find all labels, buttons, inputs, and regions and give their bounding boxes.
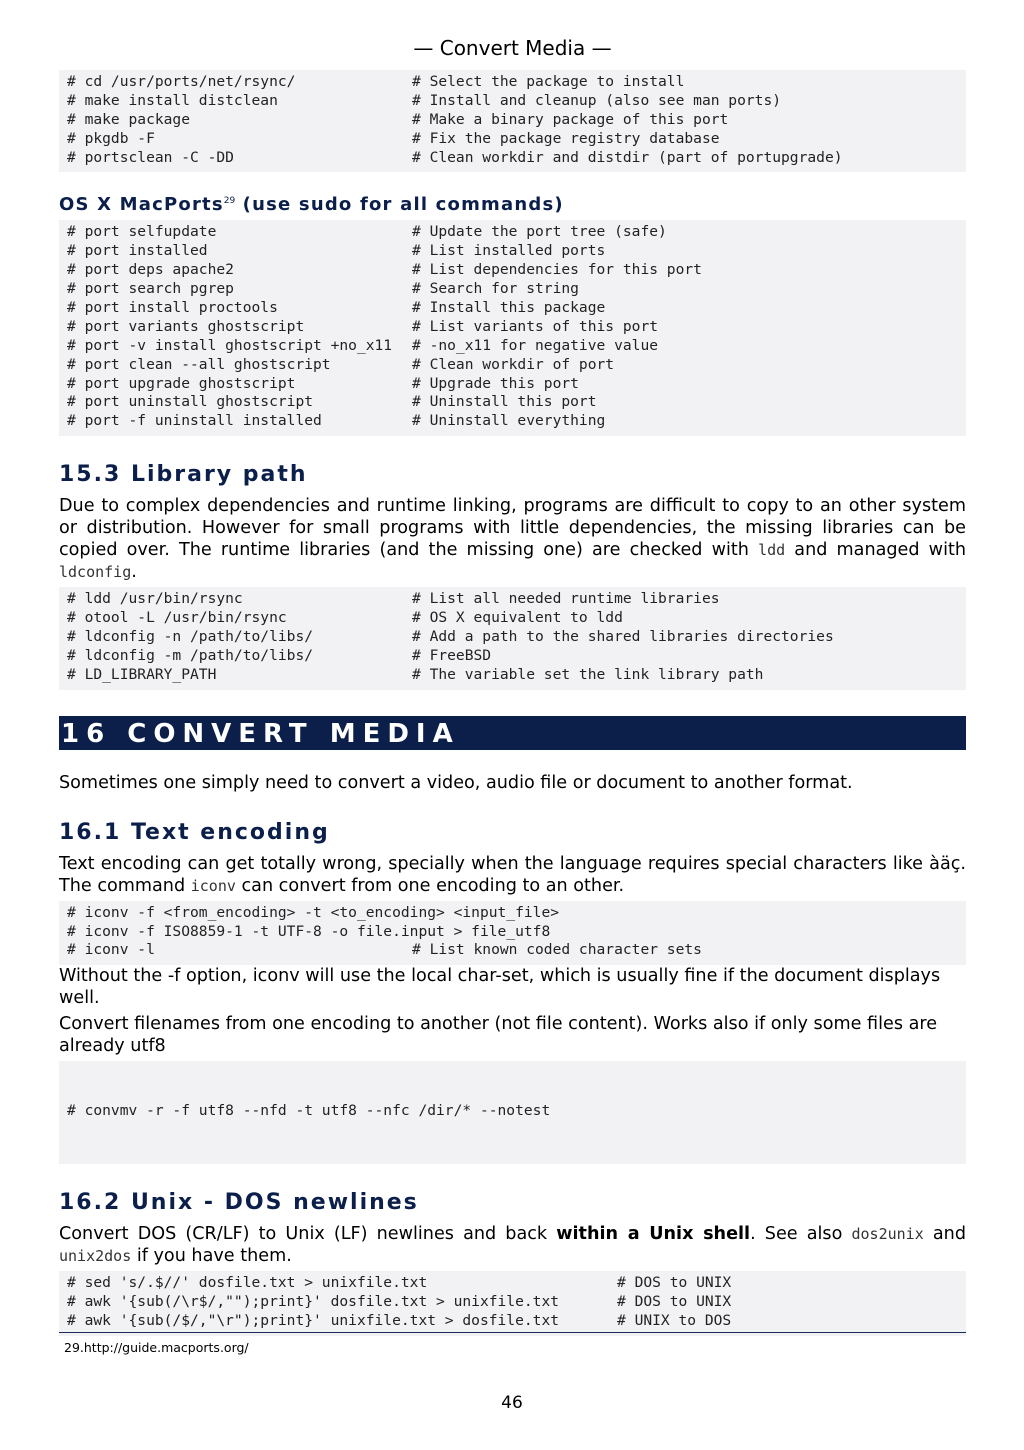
- ldconfig-inline-code: ldconfig: [59, 563, 132, 582]
- ldd-inline-code: ldd: [758, 541, 786, 560]
- code-command: # LD_LIBRARY_PATH: [67, 665, 217, 683]
- convmv-code-block: [59, 1061, 966, 1164]
- code-command: # port install proctools: [67, 299, 278, 317]
- code-line: [67, 1274, 958, 1293]
- code-command: # make package: [67, 110, 191, 128]
- convmv-paragraph: Convert filenames from one encoding to another (not file content). Works also if only some files are already utf8: [59, 1014, 938, 1057]
- code-line: [67, 92, 958, 111]
- code-comment: # Clean workdir of port: [412, 355, 615, 373]
- code-line: [67, 941, 958, 960]
- code-command: # portsclean -C -DD: [67, 148, 234, 166]
- footnote[interactable]: 29.http://guide.macports.org/: [64, 1340, 249, 1355]
- code-line: [67, 412, 958, 431]
- code-command: # port variants ghostscript: [67, 317, 305, 335]
- running-header: — Convert Media —: [413, 36, 612, 60]
- page-number: 46: [501, 1393, 523, 1413]
- code-command: # iconv -l: [67, 941, 155, 959]
- code-command: # port uninstall ghostscript: [67, 393, 314, 411]
- code-comment: # List variants of this port: [412, 317, 659, 335]
- code-comment: # Search for string: [412, 280, 579, 298]
- code-line: [67, 337, 958, 356]
- library-code-block: [59, 587, 966, 689]
- code-line: [67, 1293, 958, 1312]
- macports-heading-suffix: (use sudo for all commands): [235, 194, 564, 216]
- code-line: # convmv -r -f utf8 --nfd -t utf8 --nfc /dir/* --notest: [67, 1102, 551, 1120]
- code-command: # port installed: [67, 242, 208, 260]
- code-command: # port -f uninstall installed: [67, 412, 322, 430]
- code-line: [67, 1312, 958, 1331]
- macports-code-block: [59, 220, 966, 436]
- library-path-text-start: Due to complex dependencies and runtime linking, programs are difficult to copy to an other system or distribution. However for small programs with little dependencies, the missing libraries can be copied over. The runtime libraries (and the missing one) are checked with: [59, 496, 966, 561]
- code-line: [67, 923, 958, 942]
- code-comment: # List known coded character sets: [412, 941, 702, 959]
- code-command: # otool -L /usr/bin/rsync: [67, 609, 287, 627]
- code-command: # pkgdb -F: [67, 129, 155, 147]
- code-line: [67, 318, 958, 337]
- macports-heading: [59, 194, 966, 215]
- code-command: # iconv -f ISO8859-1 -t UTF-8 -o file.input > file_utf8: [67, 922, 551, 940]
- code-line: [67, 375, 958, 394]
- code-command: # sed 's/.$//' dosfile.txt > unixfile.txt: [67, 1273, 428, 1291]
- newlines-text-start: Convert DOS (CR/LF) to Unix (LF) newlines and back: [59, 1223, 557, 1244]
- code-command: # ldconfig -m /path/to/libs/: [67, 646, 314, 664]
- text-encoding-paragraph: [59, 853, 966, 897]
- code-command: # port clean --all ghostscript: [67, 355, 331, 373]
- code-line: [67, 242, 958, 261]
- code-comment: # List dependencies for this port: [412, 261, 702, 279]
- code-line: [67, 111, 958, 130]
- code-comment: # The variable set the link library path: [412, 665, 764, 683]
- chapter-16-heading: 16 CONVERT MEDIA: [59, 716, 966, 750]
- code-comment: # UNIX to DOS: [617, 1311, 732, 1329]
- code-comment: # List installed ports: [412, 242, 606, 260]
- footnote-ref[interactable]: 29: [223, 196, 236, 207]
- code-comment: # Make a binary package of this port: [412, 110, 729, 128]
- ports-code-block: [59, 70, 966, 172]
- newlines-code-block: [59, 1271, 966, 1336]
- code-command: # port search pgrep: [67, 280, 234, 298]
- document-page: [59, 0, 966, 1336]
- library-path-paragraph: [59, 495, 966, 583]
- code-command: # ldd /usr/bin/rsync: [67, 590, 243, 608]
- code-comment: # Select the package to install: [412, 73, 685, 90]
- library-path-text-mid: and managed with: [785, 540, 967, 561]
- code-command: # awk '{sub(/$/,"\r");print}' unixfile.txt > dosfile.txt: [67, 1311, 560, 1329]
- iconv-inline-code: iconv: [190, 876, 236, 895]
- code-command: # port selfupdate: [67, 223, 217, 241]
- newlines-paragraph: [59, 1223, 966, 1267]
- code-line: [67, 73, 958, 92]
- iconv-note-paragraph: Without the -f option, iconv will use the local char-set, which is usually fine if the document displays well.: [59, 966, 941, 1009]
- section-16-2-heading: 16.2 Unix - DOS newlines: [59, 1189, 419, 1215]
- code-comment: # List all needed runtime libraries: [412, 590, 720, 608]
- code-line: [67, 666, 958, 685]
- code-comment: # Upgrade this port: [412, 374, 579, 392]
- code-command: # port deps apache2: [67, 261, 234, 279]
- code-comment: # DOS to UNIX: [617, 1273, 732, 1291]
- code-comment: # Add a path to the shared libraries directories: [412, 628, 834, 646]
- code-line: [67, 149, 958, 168]
- code-comment: # Uninstall this port: [412, 393, 597, 411]
- code-comment: # -no_x11 for negative value: [412, 336, 659, 354]
- dos2unix-inline-code: dos2unix: [851, 1224, 924, 1243]
- code-line: [67, 393, 958, 412]
- code-line: [67, 223, 958, 242]
- code-comment: # FreeBSD: [412, 646, 492, 664]
- code-command: # port -v install ghostscript +no_x11: [67, 336, 393, 354]
- newlines-text-mid2: and: [923, 1223, 966, 1244]
- newlines-text-mid: . See also: [750, 1223, 852, 1244]
- iconv-code-block: [59, 901, 966, 966]
- code-line: [67, 628, 958, 647]
- convert-media-intro: Sometimes one simply need to convert a video, audio file or document to another format.: [59, 772, 853, 793]
- code-line: [67, 647, 958, 666]
- newlines-bold-text: within a Unix shell: [556, 1223, 751, 1244]
- library-path-text-end: .: [131, 562, 137, 583]
- code-line: [67, 130, 958, 149]
- code-comment: # Update the port tree (safe): [412, 223, 667, 241]
- code-comment: # Fix the package registry database: [412, 129, 720, 147]
- code-command: # cd /usr/ports/net/rsync/: [67, 73, 296, 90]
- code-command: # ldconfig -n /path/to/libs/: [67, 628, 314, 646]
- newlines-text-end: if you have them.: [131, 1245, 292, 1266]
- code-line: [67, 609, 958, 628]
- section-16-1-heading: 16.1 Text encoding: [59, 819, 330, 845]
- footnote-divider: [59, 1332, 966, 1333]
- code-command: # make install distclean: [67, 91, 278, 109]
- text-encoding-text-start: Text encoding can get totally wrong, specially when the language requires special characters like àäç. The command: [59, 853, 966, 896]
- code-comment: # Uninstall everything: [412, 412, 606, 430]
- code-command: # port upgrade ghostscript: [67, 374, 296, 392]
- text-encoding-text-end: can convert from one encoding to an other.: [235, 875, 625, 896]
- code-comment: # Clean workdir and distdir (part of portupgrade): [412, 148, 843, 166]
- code-command: # awk '{sub(/\r$/,"");print}' dosfile.txt > unixfile.txt: [67, 1292, 560, 1310]
- code-comment: # DOS to UNIX: [617, 1292, 732, 1310]
- code-comment: # OS X equivalent to ldd: [412, 609, 623, 627]
- code-comment: # Install and cleanup (also see man ports): [412, 91, 782, 109]
- code-line: [67, 261, 958, 280]
- unix2dos-inline-code: unix2dos: [59, 1246, 132, 1265]
- code-line: [67, 299, 958, 318]
- code-line: [67, 356, 958, 375]
- code-command: # iconv -f <from_encoding> -t <to_encoding> <input_file>: [67, 903, 560, 921]
- macports-heading-prefix: OS X MacPorts: [59, 194, 224, 216]
- code-line: [67, 590, 958, 609]
- code-comment: # Install this package: [412, 299, 606, 317]
- code-line: [67, 904, 958, 923]
- section-15-3-heading: 15.3 Library path: [59, 462, 308, 488]
- code-line: [67, 280, 958, 299]
